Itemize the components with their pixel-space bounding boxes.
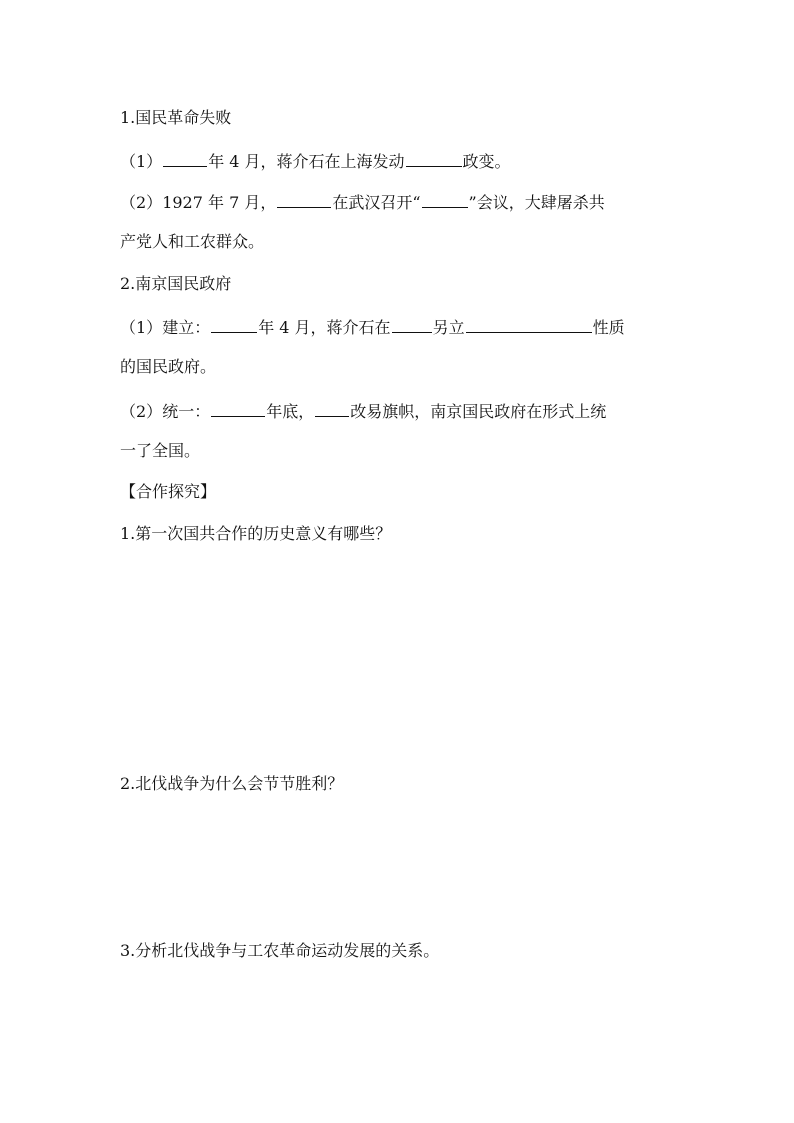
question-line [120,400,680,422]
question-number: （2） [120,193,163,212]
answer-blank[interactable] [163,150,207,167]
question-text: 改易旗帜，南京国民政府在形式上统 [350,402,607,421]
question-line [120,191,680,213]
section-heading: 2.南京国民政府 [120,274,232,293]
question-text: 性质 [592,318,625,337]
question-text: 年 4 月，蒋介石在 [258,318,391,337]
question-line [120,150,680,172]
question-text: 政变。 [462,152,511,171]
question-text: 统一： [162,402,211,421]
discussion-question: 2.北伐战争为什么会节节胜利？ [120,774,344,793]
question-text: 1927 年 7 月， [162,193,277,212]
answer-blank[interactable] [211,316,257,333]
answer-blank[interactable] [466,316,592,333]
question-continuation: 产党人和工农群众。 [120,232,265,251]
question-number: （1） [120,318,163,337]
question-continuation: 的国民政府。 [120,357,217,376]
question-number: （2） [120,402,163,421]
cooperation-heading: 【合作探究】 [120,482,217,501]
question-text: 建立： [162,318,211,337]
answer-blank[interactable] [422,191,468,208]
question-text: 年底， [266,402,315,421]
answer-blank[interactable] [406,150,462,167]
answer-blank[interactable] [211,400,265,417]
discussion-question: 3.分析北伐战争与工农革命运动发展的关系。 [120,941,440,960]
answer-blank[interactable] [392,316,432,333]
question-text: ”会议，大肆屠杀共 [468,193,605,212]
question-line [120,316,680,338]
section-heading: 1.国民革命失败 [120,108,232,127]
answer-blank[interactable] [315,400,349,417]
question-text: 在武汉召开“ [332,193,421,212]
question-continuation: 一了全国。 [120,441,201,460]
question-text: 另立 [432,318,465,337]
answer-blank[interactable] [277,191,331,208]
question-number: （1） [120,152,163,171]
question-text: 年 4 月，蒋介石在上海发动 [208,152,405,171]
discussion-question: 1.第一次国共合作的历史意义有哪些？ [120,524,392,543]
